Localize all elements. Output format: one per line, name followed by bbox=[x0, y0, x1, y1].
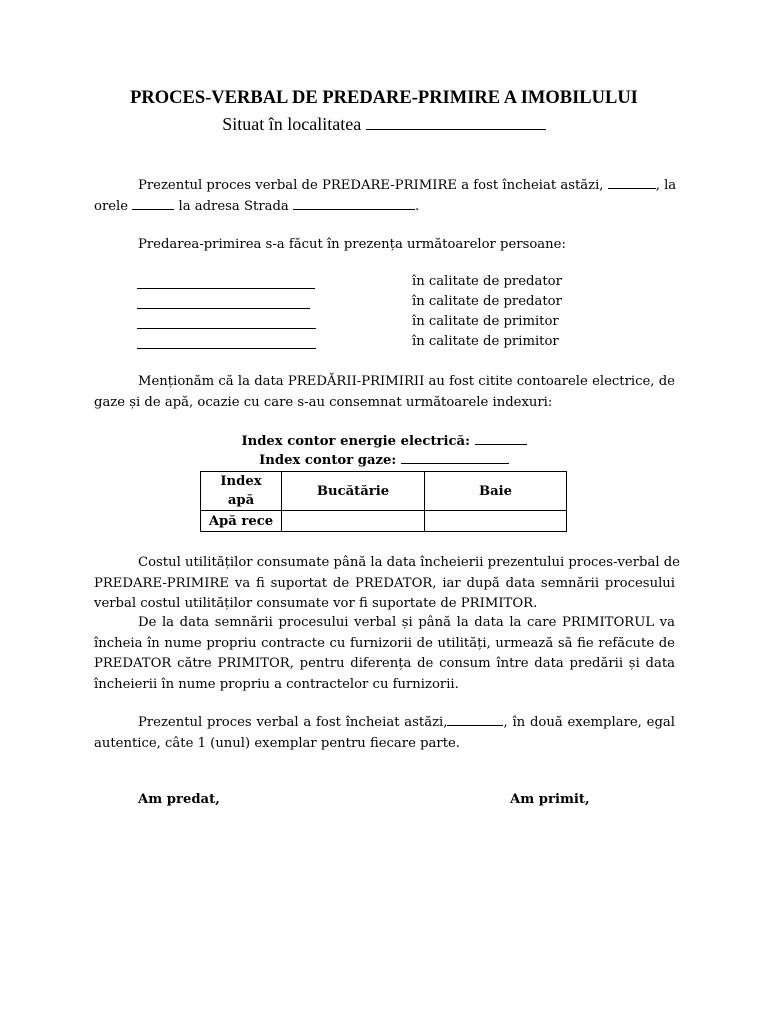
contracts-line-4: încheierii în nume propriu a contractelor cu furnizorii. bbox=[94, 676, 459, 692]
contracts-paragraph bbox=[94, 613, 675, 695]
contracts-line-2: încheia în nume propriu contracte cu furnizorii de utilități, urmează să fie refăcute de bbox=[94, 635, 675, 651]
street-blank[interactable] bbox=[293, 197, 415, 210]
cell-kitchen-cold-water[interactable] bbox=[282, 511, 425, 532]
index-gas bbox=[0, 451, 768, 468]
costs-line-2: PREDARE-PRIMIRE va fi suportat de PREDATOR, iar după data semnării procesului bbox=[94, 575, 675, 591]
hour-blank[interactable] bbox=[132, 197, 174, 210]
date-blank[interactable] bbox=[608, 176, 656, 189]
intro-paragraph bbox=[94, 176, 675, 217]
locality-blank[interactable] bbox=[366, 117, 546, 130]
presence-text: Predarea-primirea s-a făcut în prezența următoarelor persoane: bbox=[138, 237, 566, 252]
closing-line-1 bbox=[94, 713, 675, 734]
closing-paragraph bbox=[94, 713, 675, 754]
presence-paragraph bbox=[94, 235, 675, 256]
contracts-line-3: PREDATOR către PRIMITOR, pentru diferența de consum între data predării și data bbox=[94, 656, 675, 671]
closing-text-1b: , în două exemplare, egal bbox=[503, 715, 675, 730]
header-bathroom: Baie bbox=[425, 472, 567, 511]
costs-paragraph bbox=[94, 553, 680, 615]
person-blank-4[interactable] bbox=[137, 348, 316, 349]
table-row bbox=[201, 511, 567, 532]
meters-paragraph bbox=[94, 372, 675, 413]
index-gas-label: Index contor gaze: bbox=[259, 453, 397, 468]
intro-line-1 bbox=[94, 176, 675, 197]
intro-text-1-end: , la bbox=[655, 178, 677, 193]
intro-text-2-end: . bbox=[415, 198, 420, 214]
header-index-water bbox=[201, 472, 282, 511]
closing-date-blank[interactable] bbox=[447, 713, 503, 726]
person-blank-2[interactable] bbox=[137, 308, 310, 309]
costs-line-3: verbal costul utilităților consumate vor fi suportate de PRIMITOR. bbox=[94, 596, 538, 611]
signature-handed-over: Am predat, bbox=[138, 792, 220, 807]
row-cold-water-label: Apă rece bbox=[201, 511, 282, 532]
contracts-line-1: De la data semnării procesului verbal și până la data la care PRIMITORUL va bbox=[138, 615, 675, 630]
person-role-1: în calitate de predator bbox=[412, 274, 562, 289]
header-index-line-1: Index bbox=[220, 474, 262, 489]
person-blank-1[interactable] bbox=[137, 288, 315, 289]
intro-line-2 bbox=[94, 197, 675, 218]
header-index-line-2: apă bbox=[227, 493, 255, 508]
cell-bathroom-cold-water[interactable] bbox=[425, 511, 567, 532]
closing-text-1a: Prezentul proces verbal a fost încheiat astăzi, bbox=[138, 715, 448, 730]
intro-text-2a: orele bbox=[94, 198, 129, 214]
water-index-table bbox=[200, 471, 567, 532]
closing-line-2: autentice, câte 1 (unul) exemplar pentru fiecare parte. bbox=[94, 735, 460, 751]
subtitle-text: Situat în localitatea bbox=[222, 114, 362, 134]
table-header-row bbox=[201, 472, 567, 511]
person-blank-3[interactable] bbox=[137, 328, 316, 329]
person-role-2: în calitate de predator bbox=[412, 294, 562, 309]
person-role-3: în calitate de primitor bbox=[412, 314, 559, 329]
meters-line-2: gaze și de apă, ocazie cu care s-au consemnat următoarele indexuri: bbox=[94, 394, 553, 410]
header-kitchen: Bucătărie bbox=[282, 472, 425, 511]
intro-text-1: Prezentul proces verbal de PREDARE-PRIMIRE a fost încheiat astăzi, bbox=[138, 178, 604, 193]
person-role-4: în calitate de primitor bbox=[412, 334, 559, 349]
index-gas-blank[interactable] bbox=[401, 451, 509, 464]
index-electric bbox=[0, 432, 768, 449]
index-electric-blank[interactable] bbox=[475, 432, 527, 445]
document-subtitle bbox=[0, 114, 768, 135]
costs-line-1: Costul utilităților consumate până la data încheierii prezentului proces-verbal de bbox=[138, 555, 680, 570]
intro-text-2b: la adresa Strada bbox=[178, 198, 289, 214]
index-electric-label: Index contor energie electrică: bbox=[241, 434, 470, 449]
signature-received: Am primit, bbox=[510, 792, 590, 807]
meters-line-1: Menționăm că la data PREDĂRII-PRIMIRII au fost citite contoarele electrice, de bbox=[138, 374, 675, 389]
document-title: PROCES-VERBAL DE PREDARE-PRIMIRE A IMOBILULUI bbox=[130, 88, 638, 108]
